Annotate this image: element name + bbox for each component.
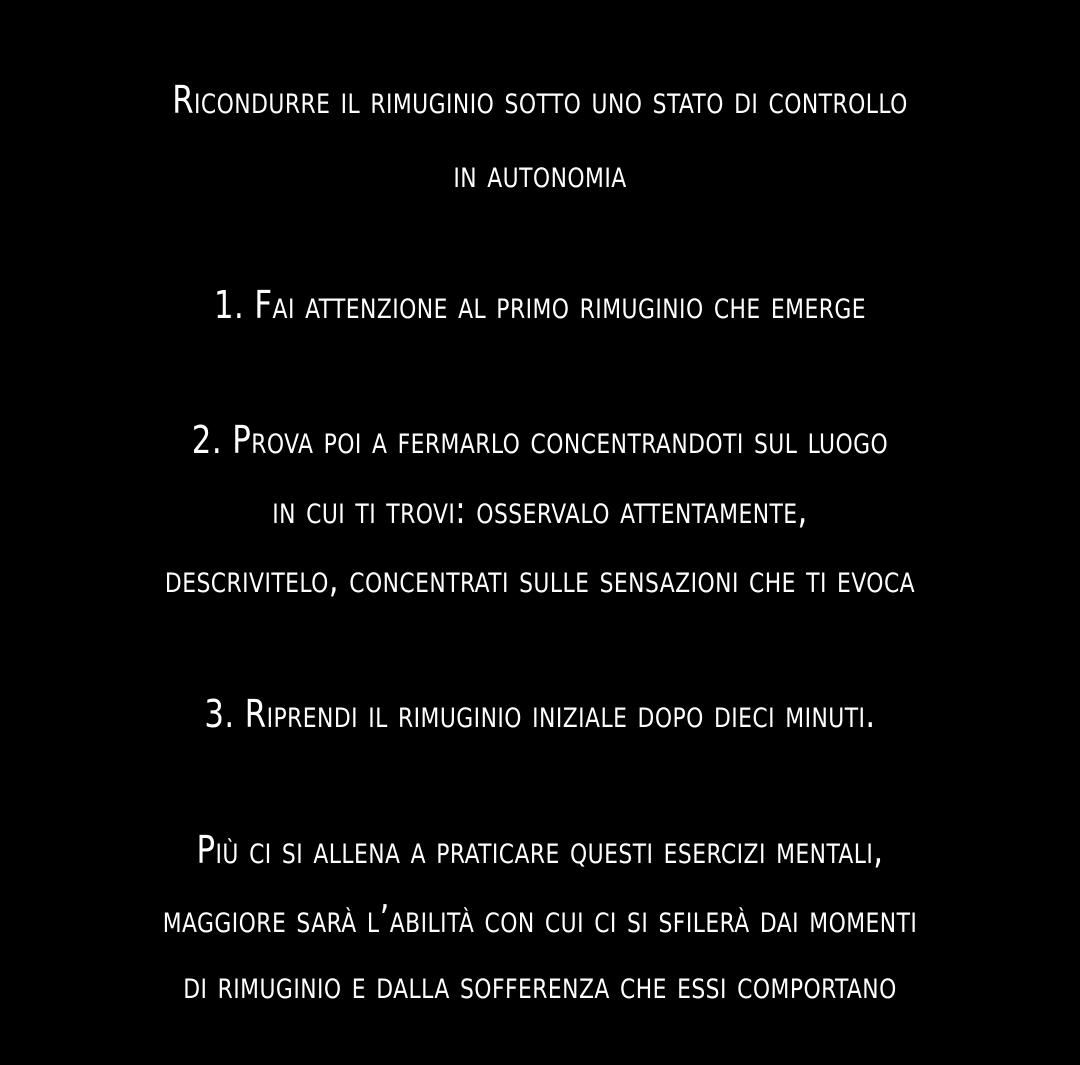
title-line-2: in autonomia: [453, 152, 627, 196]
closing-line-3: di rimuginio e dalla sofferenza che essi comportano: [183, 963, 897, 1007]
closing-line-1: Più ci si allena a praticare questi esercizi mentali,: [196, 828, 884, 872]
step-3-line-1: 3. Riprendi il rimuginio iniziale dopo dieci minuti.: [204, 692, 876, 736]
step-2-line-3: descrivitelo, concentrati sulle sensazioni che ti evoca: [164, 557, 916, 601]
title-line-1: Ricondurre il rimuginio sotto uno stato di controllo: [172, 78, 908, 122]
step-1-line-1: 1. Fai attenzione al primo rimuginio che emerge: [213, 283, 867, 327]
closing-line-2: maggiore sarà l’abilità con cui ci si sfilerà dai momenti: [162, 897, 918, 941]
step-2-line-1: 2. Prova poi a fermarlo concentrandoti sul luogo: [191, 418, 889, 462]
step-2-line-2: in cui ti trovi: osservalo attentamente,: [272, 488, 808, 532]
